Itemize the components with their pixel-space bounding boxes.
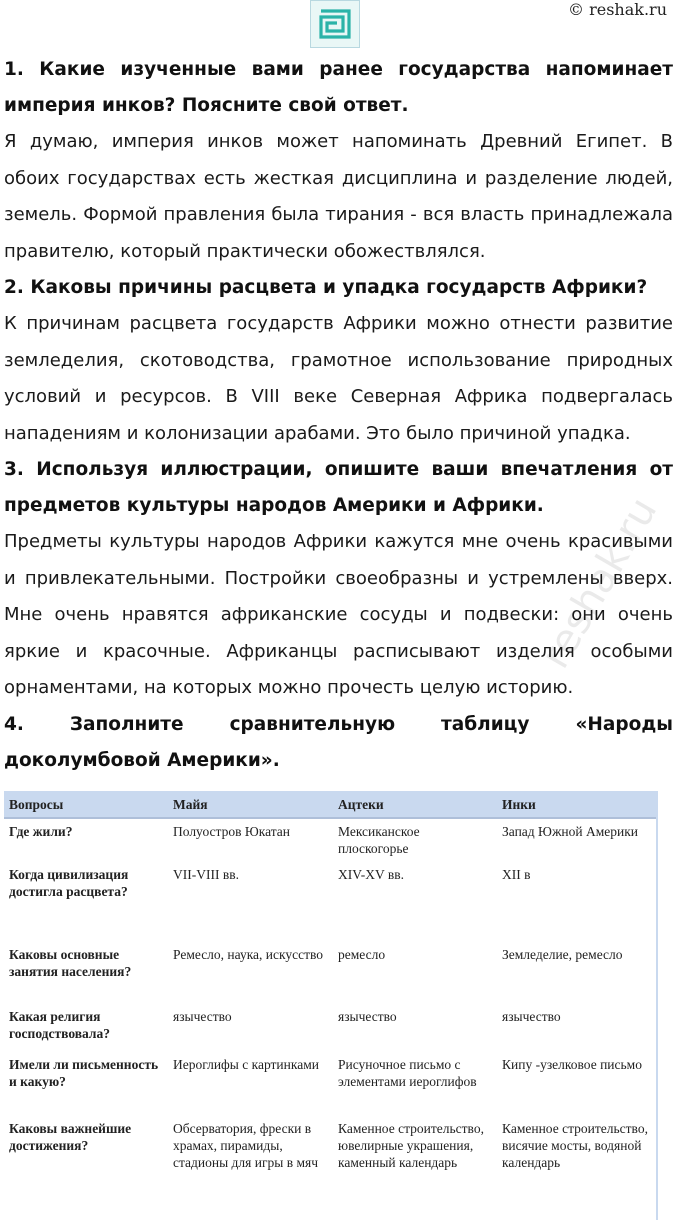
- cell-incas: Запад Южной Америки: [497, 818, 656, 862]
- cell-incas: язычество: [497, 1004, 656, 1052]
- answer-2: К причинам расцвета государств Африки можно отнести развитие земледелия, скотоводства, грамотное использование природных условий и ресурсов. В VIII веке Северная Африка подвергалась нападениям и колонизации арабами. Это было причиной упадка.: [4, 313, 673, 444]
- cell-aztecs: Рисуночное письмо с элементами иероглифов: [333, 1052, 497, 1116]
- row-question: Каковы основные занятия населения?: [4, 942, 168, 1004]
- header-incas: Инки: [497, 791, 656, 818]
- copyright: © reshak.ru: [568, 0, 667, 19]
- reshak-logo: [310, 0, 360, 48]
- cell-maya: Иероглифы с картинками: [168, 1052, 333, 1116]
- spiral-logo-icon: [318, 8, 352, 40]
- cell-aztecs: язычество: [333, 1004, 497, 1052]
- cell-maya: язычество: [168, 1004, 333, 1052]
- table-header-row: [4, 791, 656, 818]
- table-row: [4, 1004, 656, 1052]
- question-3: 3. Используя иллюстрации, опишите ваши впечатления от предметов культуры народов Америки и Африки.: [4, 459, 673, 516]
- table-row: [4, 942, 656, 1004]
- question-1: 1. Какие изученные вами ранее государства напоминает империя инков? Поясните свой ответ.: [4, 59, 673, 116]
- cell-aztecs: Каменное строительство, ювелирные украшения, каменный календарь: [333, 1116, 497, 1216]
- cell-maya: Ремесло, наука, искусство: [168, 942, 333, 1004]
- cell-maya: VII-VIII вв.: [168, 862, 333, 942]
- comparison-table: [4, 791, 656, 1216]
- header-aztecs: Ацтеки: [333, 791, 497, 818]
- question-2: 2. Каковы причины расцвета и упадка государств Африки?: [4, 277, 648, 298]
- cell-incas: Кипу -узелковое письмо: [497, 1052, 656, 1116]
- answer-3: Предметы культуры народов Африки кажутся мне очень красивыми и привлекательными. Постройки своеобразны и устремлены вверх. Мне очень нравятся африканские сосуды и подвески: они очень яркие и красочные. Африканцы расписывают изделия особыми орнаментами, на которых можно прочесть целую историю.: [4, 531, 673, 698]
- row-question: Когда цивилизация достигла расцвета?: [4, 862, 168, 942]
- cell-incas: Земледелие, ремесло: [497, 942, 656, 1004]
- row-question: Где жили?: [4, 818, 168, 862]
- row-question: Каковы важнейшие достижения?: [4, 1116, 168, 1216]
- cell-incas: Каменное строительство, висячие мосты, водяной календарь: [497, 1116, 656, 1216]
- table-row: [4, 1116, 656, 1216]
- cell-incas: XII в: [497, 862, 656, 942]
- row-question: Какая религия господствовала?: [4, 1004, 168, 1052]
- table-row: [4, 1052, 656, 1116]
- cell-maya: Полуостров Юкатан: [168, 818, 333, 862]
- qa-content: [4, 52, 673, 779]
- cell-aztecs: ремесло: [333, 942, 497, 1004]
- cell-aztecs: XIV-XV вв.: [333, 862, 497, 942]
- cell-maya: Обсерватория, фрески в храмах, пирамиды, стадионы для игры в мяч: [168, 1116, 333, 1216]
- cell-aztecs: Мексиканское плоскогорье: [333, 818, 497, 862]
- header-maya: Майя: [168, 791, 333, 818]
- table-row: [4, 862, 656, 942]
- row-question: Имели ли письменность и какую?: [4, 1052, 168, 1116]
- watermark: reshak.ru: [532, 489, 667, 677]
- answer-1: Я думаю, империя инков может напоминать Древний Египет. В обоих государствах есть жесткая дисциплина и разделение людей, земель. Формой правления была тирания - вся власть принадлежала правителю, который практически обожествлялся.: [4, 131, 673, 262]
- table-row: [4, 818, 656, 862]
- question-4: 4. Заполните сравнительную таблицу «Народы доколумбовой Америки».: [4, 713, 673, 771]
- table-edge: [656, 791, 658, 1220]
- header-questions: Вопросы: [4, 791, 168, 818]
